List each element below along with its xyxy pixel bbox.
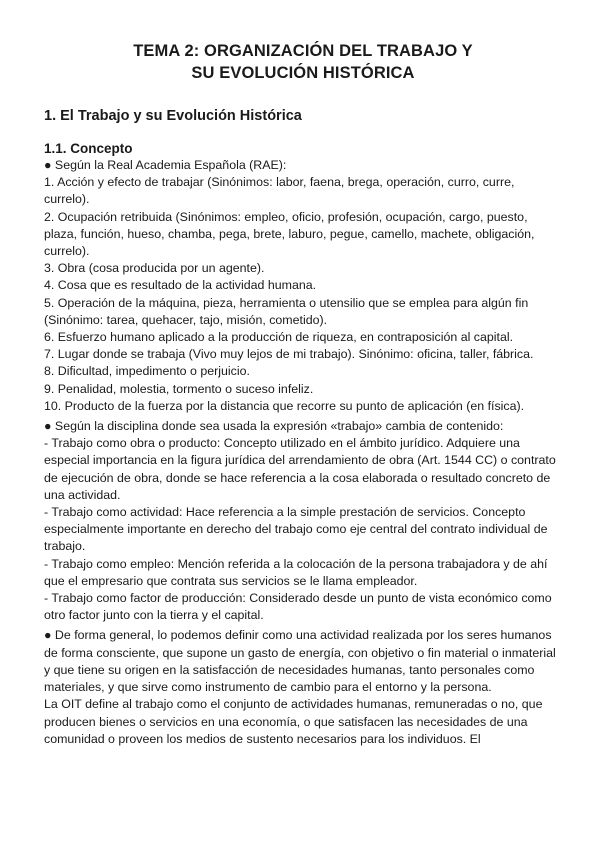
rae-item-10: 10. Producto de la fuerza por la distancia que recorre su punto de aplicación (en física). bbox=[44, 398, 525, 413]
title-line-2: SU EVOLUCIÓN HISTÓRICA bbox=[191, 64, 415, 82]
disciplina-item-factor: - Trabajo como factor de producción: Considerado desde un punto de vista económico como otro factor junto con la tierra y el capital. bbox=[44, 591, 552, 623]
general-definition: ● De forma general, lo podemos definir como una actividad realizada por los seres humanos de forma consciente, que supone un gasto de energía, con objetivo o fin material o inmaterial y que tiene su origen en la satisfacción de necesidades humanas, tanto personales como materiales, y que sirve como instrumento de cambio para el entorno y la persona. bbox=[44, 628, 556, 695]
oit-definition: La OIT define al trabajo como el conjunto de actividades humanas, remuneradas o no, que producen bienes o servicios en una economía, o que satisfacen las necesidades de una comunidad o proveen los medios de sustento necesarios para los individuos. El bbox=[44, 697, 543, 746]
disciplina-item-actividad: - Trabajo como actividad: Hace referencia a la simple prestación de servicios. Concepto especialmente importante en derecho del trabajo como eje central del contrato individual de trabajo. bbox=[44, 505, 548, 554]
disciplina-intro: ● Según la disciplina donde sea usada la expresión «trabajo» cambia de contenido: bbox=[44, 419, 504, 434]
title-line-1: TEMA 2: ORGANIZACIÓN DEL TRABAJO Y bbox=[133, 42, 473, 60]
rae-item-7: 7. Lugar donde se trabaja (Vivo muy lejos de mi trabajo). Sinónimo: oficina, taller, fábrica. bbox=[44, 347, 534, 362]
subsection-heading: 1.1. Concepto bbox=[44, 141, 133, 156]
rae-item-9: 9. Penalidad, molestia, tormento o suceso infeliz. bbox=[44, 381, 314, 396]
rae-item-8: 8. Dificultad, impedimento o perjuicio. bbox=[44, 364, 250, 379]
rae-item-3: 3. Obra (cosa producida por un agente). bbox=[44, 261, 265, 276]
rae-item-6: 6. Esfuerzo humano aplicado a la producción de riqueza, en contraposición al capital. bbox=[44, 330, 514, 345]
document-page bbox=[44, 40, 562, 748]
rae-item-4: 4. Cosa que es resultado de la actividad humana. bbox=[44, 278, 317, 293]
rae-item-2: 2. Ocupación retribuida (Sinónimos: empleo, oficio, profesión, ocupación, cargo, puesto, plaza, función, hueso, chamba, pega, brete, laburo, pegue, camello, machete, obligación, currelo). bbox=[44, 209, 535, 259]
document-title bbox=[44, 40, 562, 84]
rae-item-1: 1. Acción y efecto de trabajar (Sinónimos: labor, faena, brega, operación, curro, curre, currelo). bbox=[44, 175, 515, 207]
rae-intro: ● Según la Real Academia Española (RAE): bbox=[44, 158, 287, 172]
section-heading: 1. El Trabajo y su Evolución Histórica bbox=[44, 108, 302, 124]
disciplina-item-empleo: - Trabajo como empleo: Mención referida a la colocación de la persona trabajadora y de ahí que el empresario que contrata sus servicios se le llama empleador. bbox=[44, 556, 548, 588]
rae-item-5: 5. Operación de la máquina, pieza, herramienta o utensilio que se emplea para algún fin (Sinónimo: tarea, quehacer, tajo, misión, cometido). bbox=[44, 295, 529, 327]
disciplina-item-obra: - Trabajo como obra o producto: Concepto utilizado en el ámbito jurídico. Adquiere una especial importancia en la figura jurídica del arrendamiento de obra (Art. 1544 CC) o contrato de ejecución de obra, donde se hace referencia a la cosa elaborada o resultado concreto de una actividad. bbox=[44, 436, 556, 502]
